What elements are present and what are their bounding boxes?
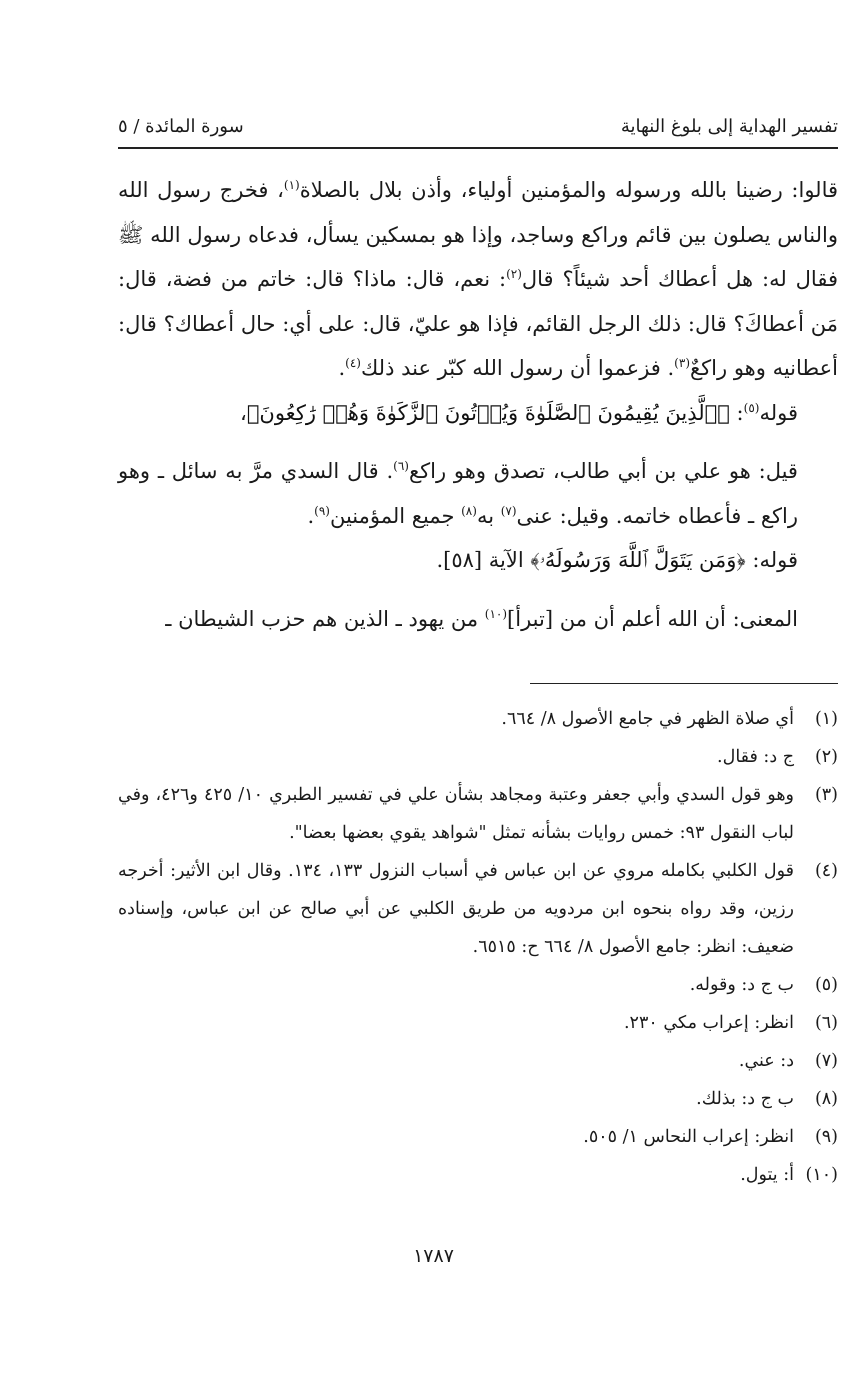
surah-title: سورة المائدة / ٥ xyxy=(118,116,244,137)
text-span: . فزعموا أن رسول الله كبّر عند ذلك xyxy=(360,356,675,380)
footnote-ref[interactable]: (١٠) xyxy=(484,606,508,621)
footnote xyxy=(118,700,838,738)
footnote-text: د: عني. xyxy=(738,1051,794,1071)
footnote-text: ب ج د: وقوله. xyxy=(689,975,794,995)
text-span: وهو راكع ـ فأعطاه خاتمه. وقيل: عنى xyxy=(118,459,798,528)
paragraph-3 xyxy=(118,449,838,538)
footnote-text: قول الكلبي بكامله مروي عن ابن عباس في أسباب النزول ١٣٣، ١٣٤. وقال ابن الأثير: أخرجه رزين، وقد رواه بنحوه ابن مردويه من طريق الكلبي عن أبي صالح عن ابن عباس، وإسناده ضعيف: انظر: جامع الأصول ٨/ ٦٦٤ ح: ٦٥١٥. xyxy=(118,861,794,957)
text-span: : نعم، قال: ماذا؟ قال: خاتم من فضة، xyxy=(165,267,507,291)
running-header xyxy=(118,110,838,144)
text-span: ، xyxy=(240,400,247,425)
text-span: قال: أعطانيه وهو راكعٌ xyxy=(118,311,838,380)
footnote-divider xyxy=(530,683,838,684)
text-span: قيل: هو علي بن أبي طالب، تصدق وهو راكع xyxy=(408,459,798,483)
footnote-number: (٧) xyxy=(814,1051,838,1071)
footnote-ref[interactable]: (٢) xyxy=(506,267,522,281)
footnote-text: انظر: إعراب مكي ٢٣٠. xyxy=(623,1013,794,1033)
text-span: قوله xyxy=(759,400,798,425)
footnote-number: (٥) xyxy=(814,975,838,995)
footnote-number: (٢) xyxy=(814,747,838,767)
text-span: قوله: xyxy=(745,548,798,572)
text-span: الله ﷺ فقال له: هل أعطاك أحد شيئاً؟ قال xyxy=(118,222,838,291)
quran-verse: ﴿وَمَن يَتَوَلَّ ٱللَّهَ وَرَسُولَهُۥ﴾ xyxy=(530,548,746,572)
text-span: . xyxy=(338,356,346,380)
text-span: والناس يصلون بين قائم وراكع وساجد، وإذا هو بمسكين يسأل، فدعاه رسول xyxy=(187,222,838,247)
footnote xyxy=(118,1042,838,1080)
footnote xyxy=(118,1156,838,1194)
footnote-number: (٣) xyxy=(814,785,838,805)
footnote xyxy=(118,738,838,776)
text-span: ، فخرج رسول الله xyxy=(118,178,284,202)
footnote-ref[interactable]: (٨) xyxy=(461,503,477,518)
footnote-number: (٤) xyxy=(814,861,838,881)
paragraph-5 xyxy=(118,597,838,642)
footnote-number: (٩) xyxy=(814,1127,838,1147)
footnote-number: (٨) xyxy=(814,1089,838,1109)
text-span: . xyxy=(307,503,315,528)
footnote-number: (١) xyxy=(814,709,838,729)
footnotes xyxy=(118,700,838,1194)
text-span: الآية [٥٨]. xyxy=(436,548,531,572)
paragraph-4 xyxy=(118,538,838,583)
footnote xyxy=(118,1118,838,1156)
footnote-text: انظر: إعراب النحاس ١/ ٥٠٥. xyxy=(583,1127,794,1147)
footnote-ref[interactable]: (٩) xyxy=(314,503,330,518)
paragraph-2 xyxy=(118,391,838,436)
footnote-ref[interactable]: (٧) xyxy=(500,503,517,518)
footnote xyxy=(118,852,838,966)
footnote xyxy=(118,1080,838,1118)
footnote-number: (١٠) xyxy=(805,1165,838,1185)
footnote-text: ب ج د: بذلك. xyxy=(696,1089,794,1109)
book-title: تفسير الهداية إلى بلوغ النهاية xyxy=(620,116,838,137)
footnote-text: وهو قول السدي وأبي جعفر وعتبة ومجاهد بشأن علي في تفسير الطبري ١٠/ ٤٢٥ و٤٢٦، وفي لباب النقول ٩٣: خمس روايات بشأنه تمثل "شواهد يقوي بعضها بعضا". xyxy=(118,785,795,843)
header-divider xyxy=(118,147,838,149)
footnote-number: (٦) xyxy=(814,1013,838,1033)
footnote-ref[interactable]: (٤) xyxy=(345,356,361,370)
footnote-ref[interactable]: (١) xyxy=(283,178,300,192)
text-span: به xyxy=(476,503,501,528)
footnote-ref[interactable]: (٣) xyxy=(674,356,690,370)
main-text xyxy=(118,168,838,641)
footnote-text: أ: يتول. xyxy=(740,1165,794,1185)
text-span: المعنى: أن الله أعلم أن من [تبرأ] xyxy=(507,606,798,631)
footnote xyxy=(118,966,838,1004)
quran-verse: ﴿ٱلَّذِينَ يُقِيمُونَ ٱلصَّلَوٰةَ وَيُؤۡتُونَ ٱلزَّكَوٰةَ وَهُمۡ رَٰكِعُونَ﴾ xyxy=(246,400,730,425)
text-span: : xyxy=(736,400,744,425)
text-span: من يهود ـ الذين هم حزب الشيطان ـ xyxy=(165,606,485,631)
text-span: قال: مَن أعطاكَ؟ قال: ذلك الرجل القائم، فإذا هو عليّ، قال: على أي: حال أعطاك؟ xyxy=(118,267,838,336)
footnote-text: ج د: فقال. xyxy=(717,747,794,767)
text-span: قالوا: رضينا بالله ورسوله والمؤمنين أولياء، وأذن بلال بالصلاة xyxy=(299,178,839,202)
footnote-text: أي صلاة الظهر في جامع الأصول ٨/ ٦٦٤. xyxy=(501,709,794,729)
footnote-ref[interactable]: (٥) xyxy=(743,400,760,415)
footnote xyxy=(118,1004,838,1042)
page-number: ١٧٨٧ xyxy=(413,1245,454,1267)
footnote-ref[interactable]: (٦) xyxy=(393,459,409,473)
text-span: جميع المؤمنين xyxy=(329,503,462,528)
paragraph-1 xyxy=(118,168,838,391)
text-span: . قال السدي مرَّ به سائل ـ xyxy=(157,459,394,483)
footnote xyxy=(118,776,838,852)
